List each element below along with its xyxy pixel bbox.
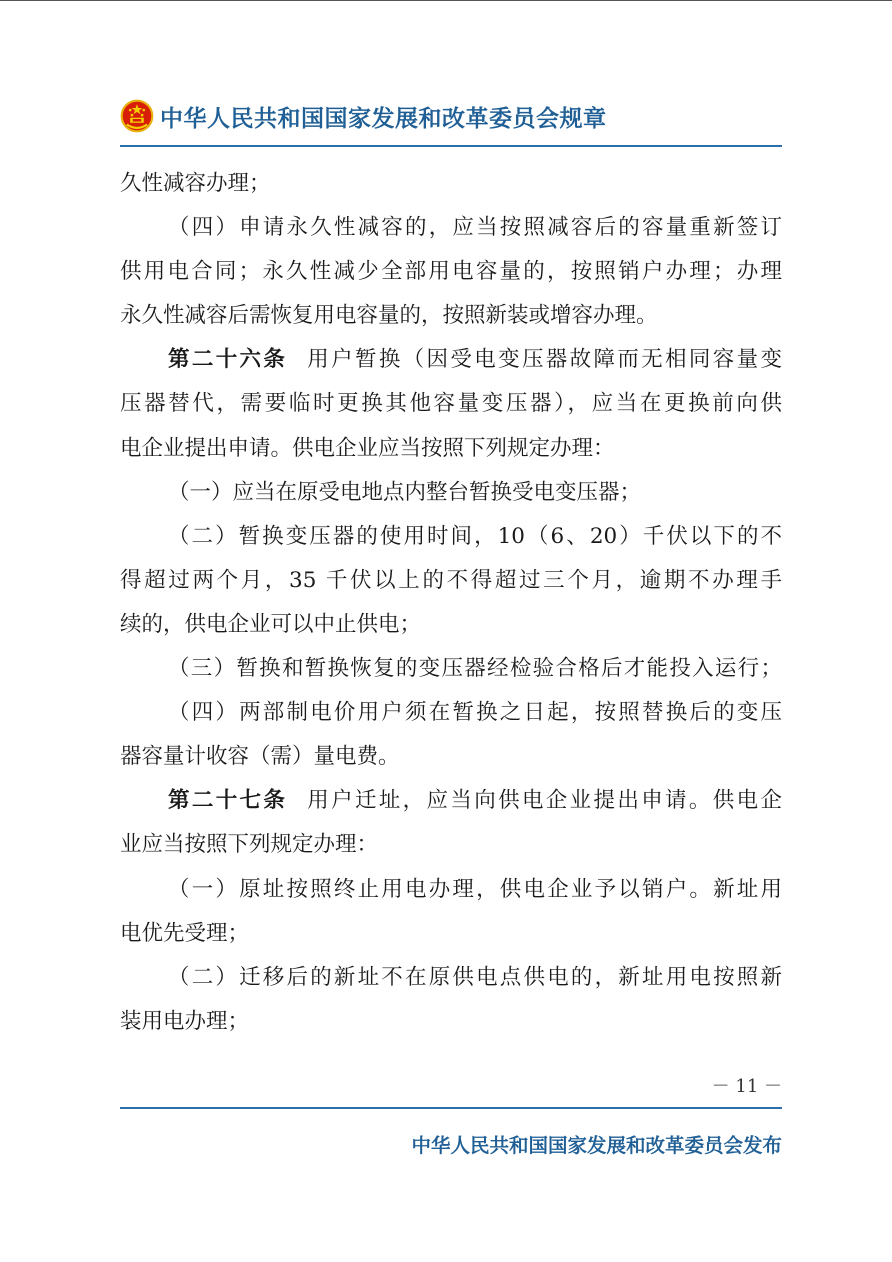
text-line: 久性减容办理；	[120, 171, 271, 196]
footer-publisher: 中华人民共和国国家发展和改革委员会发布	[411, 1134, 782, 1157]
text-line: 得超过两个月，35 千伏以上的不得超过三个月，逾期不办理手	[120, 567, 782, 593]
text-line: （二）迁移后的新址不在原供电点供电的，新址用电按照新	[168, 964, 782, 990]
text-span: 用户迁址，应当向供电企业提出申请。供电企	[307, 788, 782, 814]
page-number: － 11 －	[711, 1076, 782, 1097]
article-26-first-line	[120, 338, 782, 382]
article-26-heading: 第二十六条	[168, 347, 288, 373]
text-line: 电优先受理；	[120, 920, 250, 946]
header-divider	[120, 145, 782, 147]
footer-divider	[120, 1107, 782, 1109]
article-27-heading: 第二十七条	[168, 788, 288, 814]
text-line: （三）暂换和暂换恢复的变压器经检验合格后才能投入运行；	[168, 656, 782, 682]
text-line: 续的，供电企业可以中止供电；	[120, 611, 422, 637]
text-line: （四）申请永久性减容的，应当按照减容后的容量重新签订	[168, 215, 782, 241]
text-line: 业应当按照下列规定办理：	[120, 832, 379, 858]
national-emblem-icon	[120, 99, 154, 133]
text-line: 装用电办理；	[120, 1008, 250, 1034]
text-line: （一）应当在原受电地点内整台暂换受电变压器；	[168, 479, 642, 505]
text-line: 电企业提出申请。供电企业应当按照下列规定办理：	[120, 435, 615, 461]
text-span: 用户暂换（因受电变压器故障而无相同容量变	[307, 347, 782, 373]
text-line: （二）暂换变压器的使用时间，10（6、20）千伏以下的不	[168, 523, 782, 549]
top-edge-line	[0, 0, 892, 1]
text-line: （四）两部制电价用户须在暂换之日起，按照替换后的变压	[168, 700, 782, 726]
header-title: 中华人民共和国国家发展和改革委员会规章	[160, 105, 607, 132]
text-line: 永久性减容后需恢复用电容量的，按照新装或增容办理。	[120, 303, 658, 329]
text-line: 压器替代，需要临时更换其他容量变压器），应当在更换前向供	[120, 391, 782, 417]
article-27-first-line	[120, 779, 782, 823]
text-line: （一）原址按照终止用电办理，供电企业予以销户。新址用	[168, 876, 782, 902]
page-header	[120, 96, 782, 136]
document-body	[120, 162, 782, 1044]
text-line: 供用电合同；永久性减少全部用电容量的，按照销户办理；办理	[120, 259, 782, 285]
text-line: 器容量计收容（需）量电费。	[120, 744, 400, 770]
